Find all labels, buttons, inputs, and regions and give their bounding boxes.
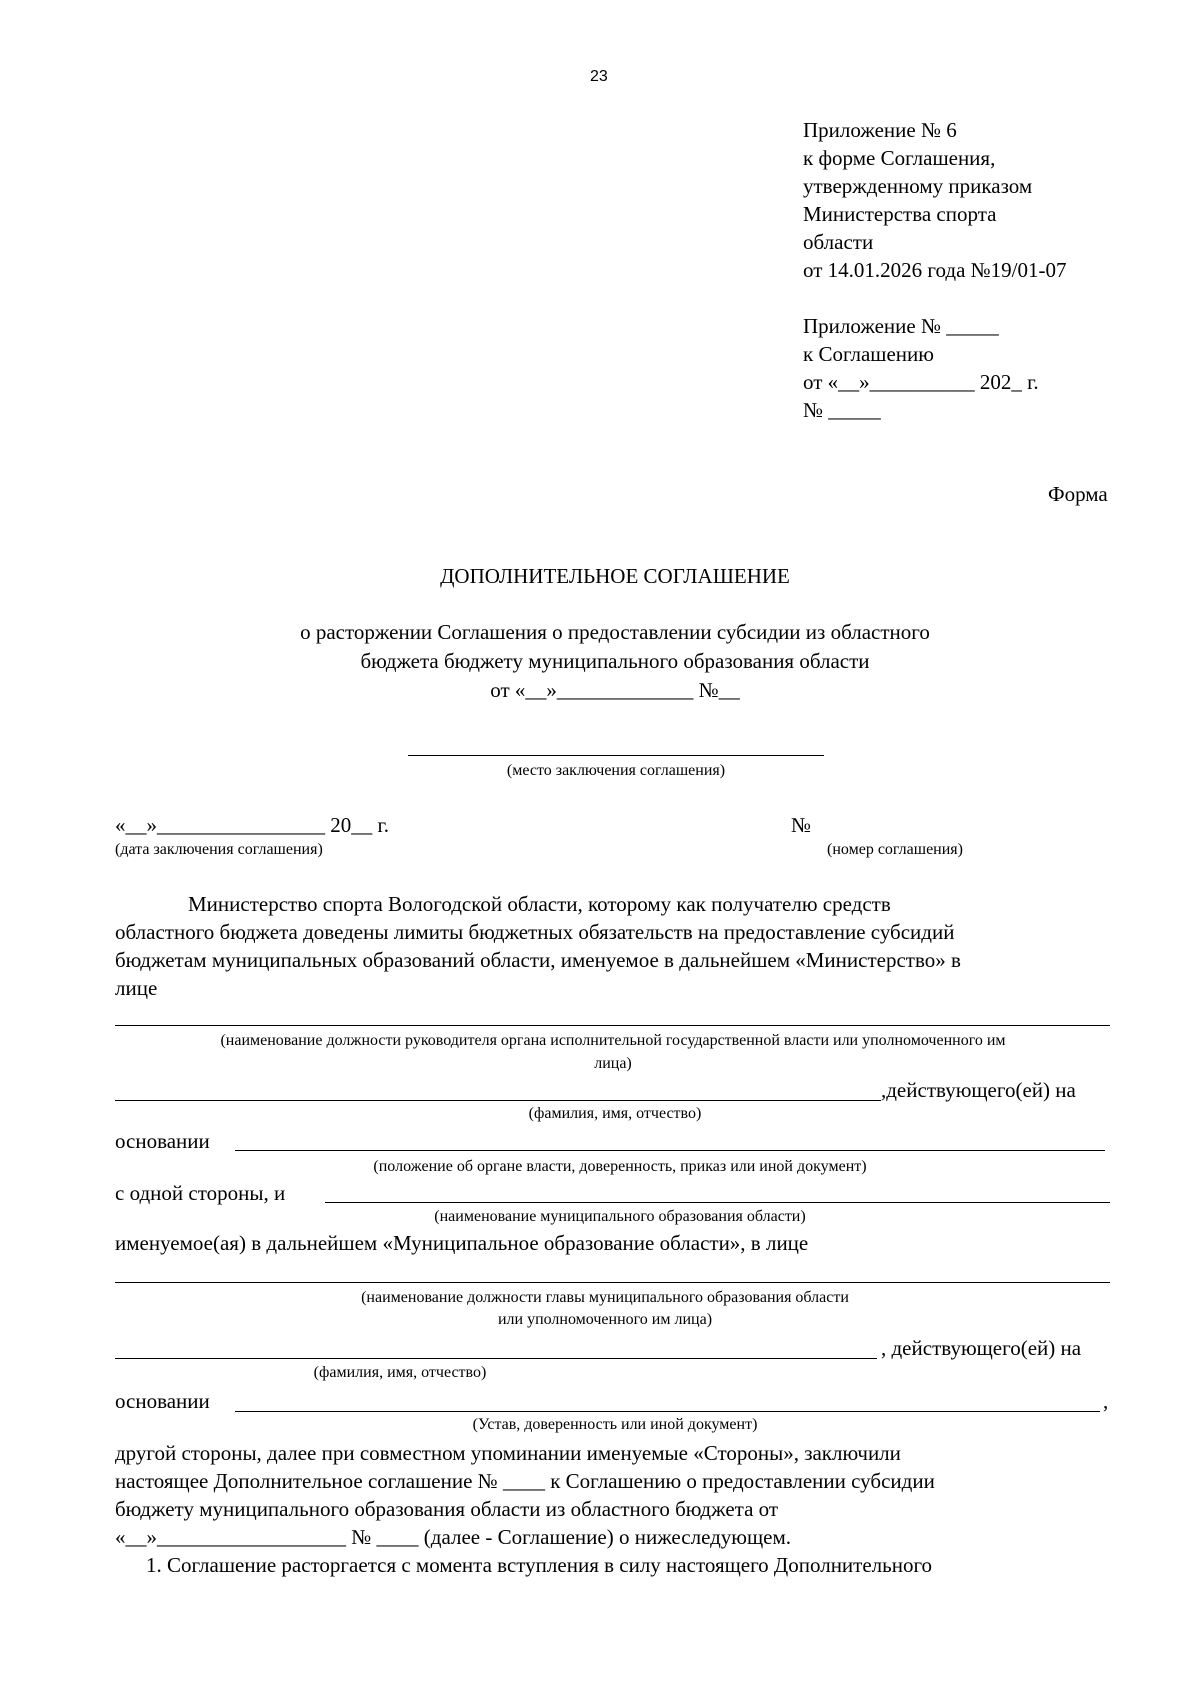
appendix-line: утвержденному приказом	[803, 174, 1033, 198]
acting-text: ,действующего(ей) на	[881, 1078, 1076, 1102]
date-field[interactable]: «__»________________ 20__ г.	[115, 813, 389, 837]
page-number: 23	[590, 68, 608, 85]
document-title: ДОПОЛНИТЕЛЬНОЕ СОГЛАШЕНИЕ	[440, 564, 790, 588]
appendix-agreement-line: № _____	[803, 398, 881, 422]
basis-caption-2: (Устав, доверенность или иной документ)	[472, 1416, 758, 1433]
one-side-text: с одной стороны, и	[115, 1181, 286, 1205]
municipality-caption: (наименование муниципального образования области)	[434, 1208, 806, 1225]
subtitle-line: бюджета бюджету муниципального образования области	[360, 649, 870, 673]
basis-field-line-2[interactable]	[235, 1411, 1100, 1412]
basis-label: основании	[115, 1129, 210, 1153]
body-line: настоящее Дополнительное соглашение № ____ к Соглашению о предоставлении субсидии	[115, 1469, 935, 1493]
head-caption: (наименование должности главы муниципального образования области	[361, 1289, 849, 1306]
item-1: 1. Соглашение расторгается с момента вступления в силу настоящего Дополнительного	[146, 1553, 933, 1577]
appendix-line: к форме Соглашения,	[803, 146, 996, 170]
body-line: Министерство спорта Вологодской области, которому как получателю средств	[188, 892, 891, 916]
body-line: лице	[115, 976, 158, 1000]
position-field-line[interactable]	[115, 1025, 1110, 1026]
body-line: именуемое(ая) в дальнейшем «Муниципальное образование области», в лице	[115, 1231, 809, 1255]
appendix-agreement-line: Приложение № _____	[803, 314, 999, 338]
position-caption: лица)	[594, 1055, 632, 1072]
municipality-field-line[interactable]	[325, 1202, 1110, 1203]
head-position-field-line[interactable]	[115, 1282, 1110, 1283]
body-line: бюджетам муниципальных образований области, именуемое в дальнейшем «Министерство» в	[115, 948, 961, 972]
acting-text-2: , действующего(ей) на	[881, 1336, 1082, 1360]
subtitle-line: от «__»_____________ №__	[490, 678, 740, 702]
number-caption: (номер соглашения)	[827, 841, 963, 858]
position-caption: (наименование должности руководителя органа исполнительной государственной власти или уполномоченного им	[220, 1032, 1006, 1049]
basis-comma: ,	[1103, 1389, 1109, 1413]
head-caption: или уполномоченного им лица)	[497, 1311, 713, 1328]
form-label: Форма	[1048, 482, 1108, 506]
basis-caption: (положение об органе власти, доверенность, приказ или иной документ)	[373, 1158, 867, 1175]
number-field[interactable]: №	[791, 813, 812, 837]
appendix-line: области	[803, 230, 874, 254]
place-caption: (место заключения соглашения)	[506, 762, 726, 779]
appendix-line: Министерства спорта	[803, 202, 997, 226]
body-line: областного бюджета доведены лимиты бюджетных обязательств на предоставление субсидий	[115, 920, 955, 944]
appendix-agreement-line: к Соглашению	[803, 342, 934, 366]
place-field-line[interactable]	[408, 755, 824, 756]
fio-field-line-2[interactable]	[115, 1358, 877, 1359]
subtitle-line: о расторжении Соглашения о предоставлении субсидии из областного	[300, 620, 930, 644]
body-line: другой стороны, далее при совместном упоминании именуемые «Стороны», заключили	[115, 1441, 901, 1465]
basis-label-2: основании	[115, 1389, 210, 1413]
fio-caption-2: (фамилия, имя, отчество)	[313, 1364, 487, 1381]
body-line: «__»__________________ № ____ (далее - Соглашение) о нижеследующем.	[115, 1525, 792, 1549]
date-caption: (дата заключения соглашения)	[115, 841, 323, 858]
body-line: бюджету муниципального образования области из областного бюджета от	[115, 1497, 779, 1521]
fio-field-line[interactable]	[115, 1100, 881, 1101]
appendix-agreement-line: от «__»__________ 202_ г.	[803, 370, 1039, 394]
fio-caption: (фамилия, имя, отчество)	[528, 1105, 702, 1122]
appendix-line: от 14.01.2026 года №19/01-07	[803, 258, 1067, 282]
basis-field-line[interactable]	[235, 1150, 1105, 1151]
appendix-line: Приложение № 6	[803, 118, 957, 142]
